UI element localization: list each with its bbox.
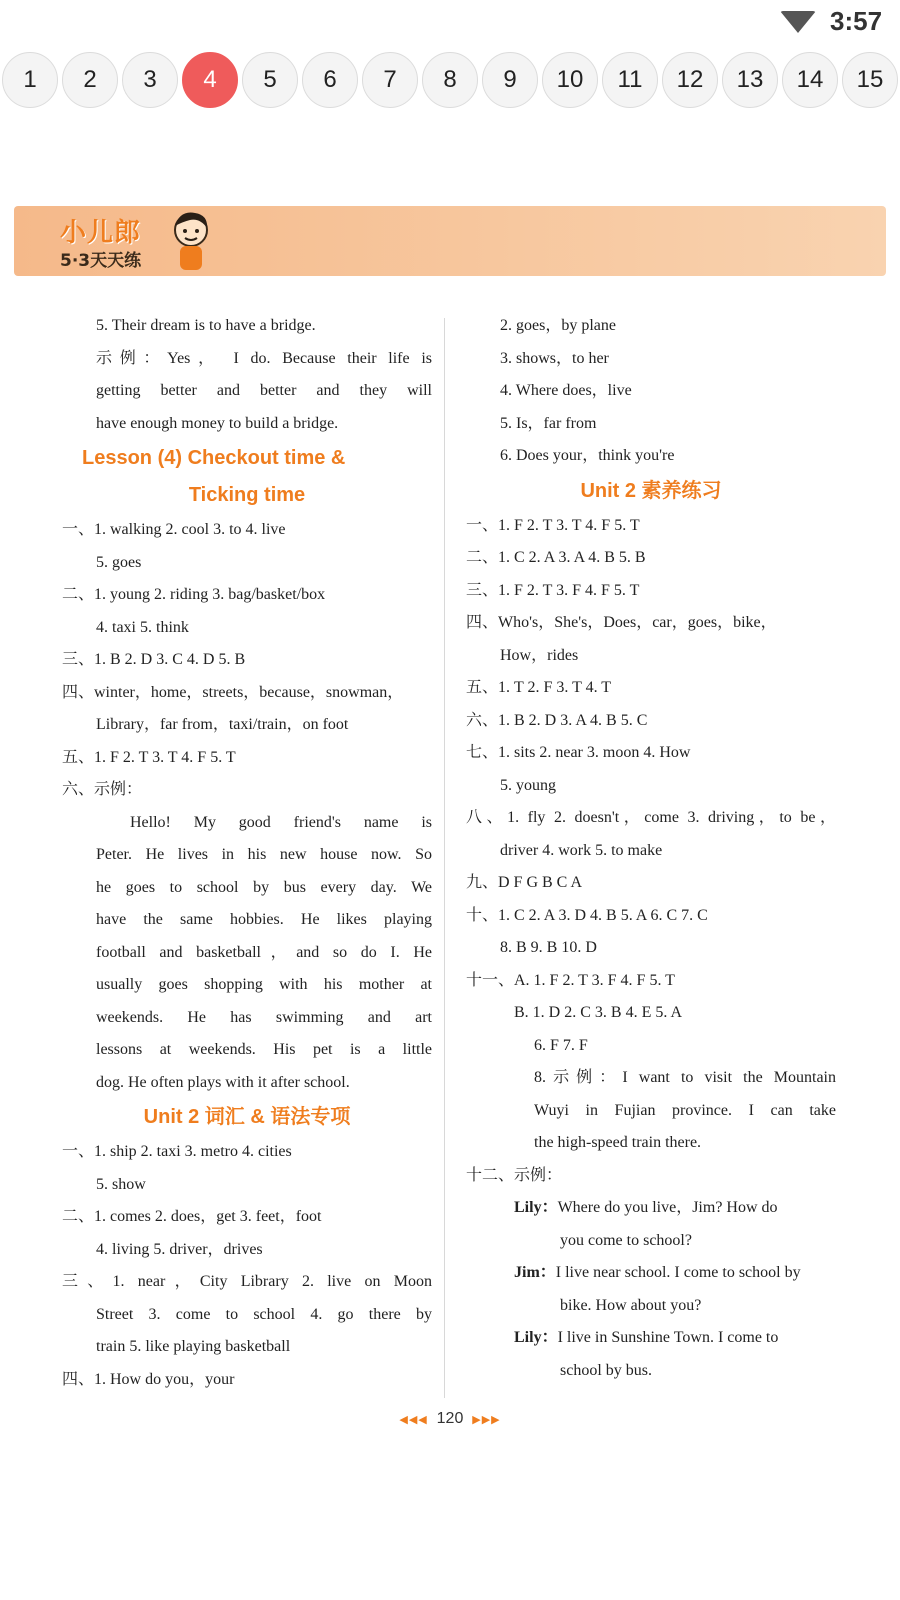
answer-line: 十二、示例： — [466, 1166, 563, 1184]
section-heading: Unit 2 词汇 & 语法专项 — [143, 1106, 351, 1128]
page-tabs — [0, 52, 900, 112]
answer-column-left — [62, 310, 432, 1396]
answer-line: Wuyi in Fujian province. I can take — [534, 1101, 836, 1119]
answer-line: 二、1. C 2. A 3. A 4. B 5. B — [466, 549, 646, 566]
answer-line: 六、1. B 2. D 3. A 4. B 5. C — [466, 711, 648, 729]
page-tab-3[interactable]: 3 — [122, 52, 178, 108]
status-clock: 3:57 — [830, 6, 883, 36]
answer-line: 示例：Yes， I do. Because their life is — [96, 349, 432, 367]
answer-line: Hello! My good friend's name is — [130, 813, 432, 831]
dialogue-text: I live in Sunshine Town. I come to — [557, 1329, 779, 1346]
answer-line: lessons at weekends. His pet is a little — [96, 1041, 432, 1058]
answer-line: 三、1. near，City Library 2. live on Moon — [62, 1273, 432, 1290]
answer-line: 5. goes — [96, 553, 142, 571]
answer-line: have the same hobbies. He likes playing — [96, 911, 432, 928]
answer-line: have enough money to build a bridge. — [96, 414, 339, 432]
answer-line: 十一、A. 1. F 2. T 3. F 4. F 5. T — [466, 971, 675, 989]
answer-line: 一、1. ship 2. taxi 3. metro 4. cities — [62, 1143, 292, 1160]
answer-line: How，rides — [500, 646, 579, 664]
page-tab-10[interactable]: 10 — [542, 52, 598, 108]
answer-line: 3. shows，to her — [500, 349, 609, 367]
logo-subtitle: 5·3天天练 — [60, 251, 142, 271]
answer-line: you come to school? — [560, 1231, 692, 1249]
answer-line: he goes to school by bus every day. We — [96, 878, 432, 896]
answer-line: B. 1. D 2. C 3. B 4. E 5. A — [514, 1004, 683, 1021]
answer-line: 二、1. young 2. riding 3. bag/basket/box — [62, 586, 326, 603]
answer-line: 4. taxi 5. think — [96, 618, 189, 636]
answer-line: dog. He often plays with it after school. — [96, 1073, 350, 1091]
dialogue-line — [466, 1322, 836, 1355]
next-page-icon[interactable]: ▶▶▶ — [472, 1414, 501, 1426]
dialogue-line — [466, 1257, 836, 1290]
page-tab-7[interactable]: 7 — [362, 52, 418, 108]
page-tab-4[interactable]: 4 — [182, 52, 238, 108]
answer-line: 4. living 5. driver，drives — [96, 1240, 263, 1258]
answer-line: getting better and better and they will — [96, 382, 432, 399]
page-footer — [0, 1410, 900, 1428]
section-heading: Lesson (4) Checkout time & — [82, 447, 346, 469]
answer-line: 5. show — [96, 1175, 146, 1193]
dialogue-text: I live near school. I come to school by — [555, 1264, 801, 1281]
logo-text: 小儿郎 — [60, 218, 142, 248]
answer-line: Library，far from，taxi/train，on foot — [96, 716, 349, 733]
speaker-name: Jim： — [514, 1264, 556, 1281]
page-number: 120 — [436, 1410, 464, 1427]
answer-line: 4. Where does，live — [500, 382, 632, 399]
section-heading: Ticking time — [188, 484, 306, 506]
answer-line: 6. Does your，think you're — [500, 447, 675, 464]
section-heading: Unit 2 素养练习 — [580, 479, 722, 502]
answer-line: 四、1. How do you，your — [62, 1370, 235, 1388]
answer-line: 五、1. T 2. F 3. T 4. T — [466, 679, 612, 696]
answer-line: driver 4. work 5. to make — [500, 841, 663, 859]
status-bar — [0, 0, 900, 48]
answer-line: 五、1. F 2. T 3. T 4. F 5. T — [62, 748, 236, 766]
answer-line: 5. Their dream is to have a bridge. — [96, 317, 316, 334]
page-tab-15[interactable]: 15 — [842, 52, 898, 108]
page-tab-14[interactable]: 14 — [782, 52, 838, 108]
answer-line: train 5. like playing basketball — [96, 1338, 291, 1355]
answer-line: 九、D F G B C A — [466, 874, 583, 891]
answer-line: 三、1. F 2. T 3. F 4. F 5. T — [466, 581, 640, 599]
dialogue-line — [466, 1192, 836, 1225]
answer-line: weekends. He has swimming and art — [96, 1008, 432, 1026]
page-tab-5[interactable]: 5 — [242, 52, 298, 108]
page-tab-12[interactable]: 12 — [662, 52, 718, 108]
page-tab-1[interactable]: 1 — [2, 52, 58, 108]
speaker-name: Lily： — [514, 1199, 558, 1216]
book-header-banner — [14, 206, 886, 276]
answer-line: the high-speed train there. — [534, 1134, 702, 1151]
answer-line: 四、Who's，She's，Does，car，goes，bike， — [466, 614, 777, 631]
answer-line: usually goes shopping with his mother at — [96, 976, 432, 993]
answer-line: 8.示例：I want to visit the Mountain — [534, 1069, 836, 1086]
page-tab-9[interactable]: 9 — [482, 52, 538, 108]
answer-line: 一、1. walking 2. cool 3. to 4. live — [62, 521, 286, 538]
answer-line: 5. Is，far from — [500, 414, 597, 432]
answer-line: bike. How about you? — [560, 1296, 702, 1314]
prev-page-icon[interactable]: ◀◀◀ — [399, 1414, 428, 1426]
answer-line: 十、1. C 2. A 3. D 4. B 5. A 6. C 7. C — [466, 906, 708, 924]
answer-line: 八、1. fly 2. doesn't，come 3. driving，to be， — [466, 809, 836, 826]
answer-line: 6. F 7. F — [534, 1036, 588, 1054]
wifi-icon — [780, 11, 816, 33]
answer-line: 七、1. sits 2. near 3. moon 4. How — [466, 744, 691, 761]
answer-line: 8. B 9. B 10. D — [500, 939, 597, 956]
answer-line: Peter. He lives in his new house now. So — [96, 846, 432, 863]
answer-line: 六、示例： — [62, 781, 143, 798]
mascot-icon — [170, 210, 212, 272]
answer-line: 四、winter，home，streets，because，snowman， — [62, 683, 404, 701]
page-tab-6[interactable]: 6 — [302, 52, 358, 108]
page-tab-8[interactable]: 8 — [422, 52, 478, 108]
page-tab-11[interactable]: 11 — [602, 52, 658, 108]
answer-line: school by bus. — [560, 1361, 652, 1379]
answer-line: 一、1. F 2. T 3. T 4. F 5. T — [466, 516, 640, 534]
column-divider — [444, 318, 445, 1398]
answer-line: 三、1. B 2. D 3. C 4. D 5. B — [62, 651, 246, 668]
answer-line: football and basketball，and so do I. He — [96, 943, 432, 961]
page-tab-2[interactable]: 2 — [62, 52, 118, 108]
answer-column-right — [466, 310, 836, 1387]
answer-line: 二、1. comes 2. does，get 3. feet，foot — [62, 1208, 322, 1225]
page-tab-13[interactable]: 13 — [722, 52, 778, 108]
speaker-name: Lily： — [514, 1329, 558, 1346]
answer-line: 5. young — [500, 776, 556, 794]
answer-line: Street 3. come to school 4. go there by — [96, 1305, 432, 1323]
dialogue-text: Where do you live，Jim? How do — [557, 1199, 778, 1216]
answer-line: 2. goes，by plane — [500, 317, 616, 334]
